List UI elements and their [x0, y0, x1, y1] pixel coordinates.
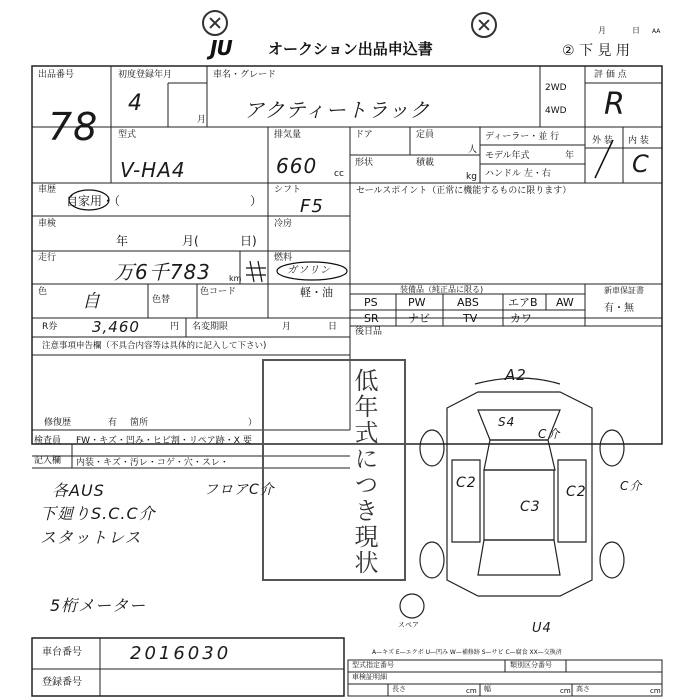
shift-value: F5 — [300, 196, 324, 217]
registration-number-label: 登録番号 — [42, 677, 82, 688]
type-cert-label: 型式指定番号 — [352, 661, 394, 669]
dealer-label: ディーラー・並 行 — [485, 132, 560, 142]
form-title: オークション出品申込書 — [268, 40, 433, 58]
name-change-expiry-label: 名変期限 — [192, 322, 229, 332]
diagram-mark-c2-right: C2 — [566, 484, 587, 500]
drive-2wd-label: 2WD — [545, 83, 567, 93]
width-unit: cm — [560, 687, 571, 695]
color-label: 色 — [38, 287, 48, 297]
history-label: 車歴 — [38, 185, 57, 195]
shift-label: シフト — [274, 185, 302, 195]
mileage-label: 走行 — [38, 253, 57, 263]
model-year-unit: 年 — [565, 151, 575, 161]
equip-airbag: エアB — [508, 296, 538, 309]
inspector-fw-line: FW・キズ・凹み・ヒビ割・リペア跡・X 要 — [76, 436, 252, 446]
diagram-mark-u4: U4 — [532, 621, 552, 636]
equip-abs: ABS — [457, 296, 479, 309]
mileage-value: 万6千783 — [114, 260, 211, 284]
diagram-mark-c3: C3 — [520, 499, 541, 515]
lot-number-label: 出品番号 — [38, 70, 75, 80]
car-detail-label: 車検証明細 — [352, 673, 387, 681]
width-label: 幅 — [484, 685, 491, 693]
shape-label: 形状 — [355, 158, 374, 168]
later-items-label: 後日品 — [355, 327, 383, 337]
chassis-number-value: 2016030 — [130, 643, 232, 664]
equip-tv: TV — [463, 312, 478, 325]
repair-history-label: 修復歴 — [44, 418, 72, 428]
equip-sr: SR — [364, 312, 379, 325]
spare-label: スペア — [398, 621, 419, 629]
diagram-mark-c-corrosion-1: C介 — [538, 427, 561, 441]
repair-place-label: 箇所 — [130, 418, 149, 428]
fuel-value: ガソリン — [287, 265, 331, 276]
drive-4wd-label: 4WD — [545, 106, 567, 116]
notes-label: 注意事項申告欄（不具合内容等は具体的に記入して下さい) — [42, 341, 267, 351]
diagram-mark-a2: A2 — [505, 366, 527, 384]
remark-line-1: 各AUS — [52, 481, 105, 500]
evaluation-value: R — [604, 87, 626, 122]
model-year-label: モデル年式 — [485, 151, 530, 161]
interior-value: C — [632, 150, 650, 178]
copy-label: ② 下 見 用 — [562, 43, 630, 59]
recycle-yen: 円 — [170, 322, 180, 332]
equip-leather: カワ — [510, 312, 532, 325]
km-unit: km — [229, 274, 242, 283]
expiry-day: 日 — [328, 322, 338, 332]
stamp-text: 低年式につき現状 — [350, 368, 378, 576]
evaluation-label: 評 価 点 — [594, 70, 627, 80]
color-code-label: 色コード — [200, 287, 237, 297]
equip-pw: PW — [408, 296, 426, 309]
new-warranty-label: 新車保証書 — [604, 286, 644, 295]
recycle-value: 3,460 — [92, 318, 140, 336]
lot-number-value: 78 — [48, 105, 99, 149]
expiry-month: 月 — [282, 322, 292, 332]
car-name-label: 車名・グレード — [213, 70, 277, 80]
equip-ps: PS — [364, 296, 378, 309]
new-warranty-value: 有・無 — [604, 303, 634, 314]
recycle-label: R券 — [42, 322, 58, 332]
chassis-number-label: 車台番号 — [42, 647, 82, 658]
door-label: ドア — [355, 130, 373, 140]
color-change-label: 色替 — [152, 295, 171, 305]
equipment-label: 装備品（純正品に限る) — [400, 285, 484, 294]
cc-unit: cc — [334, 169, 344, 179]
first-registration-value: 4 — [128, 91, 143, 116]
first-registration-label: 初度登録年月 — [118, 70, 173, 80]
history-value: 自家用・（ — [66, 194, 121, 208]
color-value: 自 — [82, 291, 101, 312]
car-name-value: アクティートラック — [244, 98, 431, 122]
length-label: 長さ — [392, 685, 406, 693]
handle-label: ハンドル 左・右 — [485, 169, 551, 179]
height-unit: cm — [650, 687, 661, 695]
equip-navi: ナビ — [408, 312, 430, 325]
displacement-value: 660 — [276, 154, 318, 178]
inspector-label: 検査員 — [34, 436, 62, 446]
equip-aw: AW — [556, 296, 574, 309]
diagram-mark-c2-left: C2 — [456, 475, 477, 491]
entry-label: 記入欄 — [34, 456, 62, 466]
fuel-other: 軽・油 — [300, 286, 333, 299]
stamp-box — [263, 360, 405, 580]
load-label: 積載 — [416, 158, 435, 168]
inspection-day: 日) — [240, 234, 257, 248]
inspection-month: 月( — [182, 234, 199, 248]
brand-logo: JU — [210, 36, 232, 60]
repair-close-paren: ） — [248, 418, 258, 428]
person-unit: 人 — [468, 145, 478, 155]
first-registration-month: 月 — [197, 115, 207, 125]
remark-line-3: スタットレス — [40, 528, 142, 547]
capacity-label: 定員 — [416, 130, 435, 140]
class-number-label: 類別区分番号 — [510, 661, 552, 669]
ac-label: 冷房 — [274, 219, 293, 229]
repair-history-value: 有 — [108, 418, 118, 428]
height-label: 高さ — [576, 685, 590, 693]
inspector-interior-line: 内装・キズ・汚レ・コゲ・穴・スレ・ — [76, 458, 229, 468]
remark-line-2: 下廻りS.C.C介 — [40, 504, 156, 523]
inspection-year: 年 — [116, 234, 129, 248]
model-value: V-HA4 — [120, 158, 186, 182]
month-label: 月 — [598, 26, 606, 35]
remark-line-4: 5桁メーター — [50, 596, 147, 615]
displacement-label: 排気量 — [274, 130, 302, 140]
diagram-mark-s4: S4 — [498, 415, 516, 429]
car-diagram — [400, 378, 624, 618]
inspection-label: 車検 — [38, 219, 57, 229]
sales-point-label: セールスポイント（正常に機能するものに限ります） — [356, 186, 572, 196]
interior-label: 内 装 — [628, 136, 649, 146]
fuel-label: 燃料 — [274, 253, 293, 263]
damage-legend: A—キズ E—エクボ U—凹み W—補修跡 S—サビ C—腐食 XX—交換済 — [372, 649, 562, 656]
day-label: 日 — [632, 26, 640, 35]
kg-unit: kg — [466, 172, 477, 182]
exterior-label: 外 装 — [592, 136, 613, 146]
model-label: 型式 — [118, 130, 137, 140]
length-unit: cm — [466, 687, 477, 695]
floor-note: フロアC介 — [204, 482, 275, 498]
diagram-mark-c-corrosion-2: C介 — [620, 479, 643, 493]
history-close-paren: ） — [250, 194, 263, 208]
aa-label: AA — [652, 28, 661, 35]
